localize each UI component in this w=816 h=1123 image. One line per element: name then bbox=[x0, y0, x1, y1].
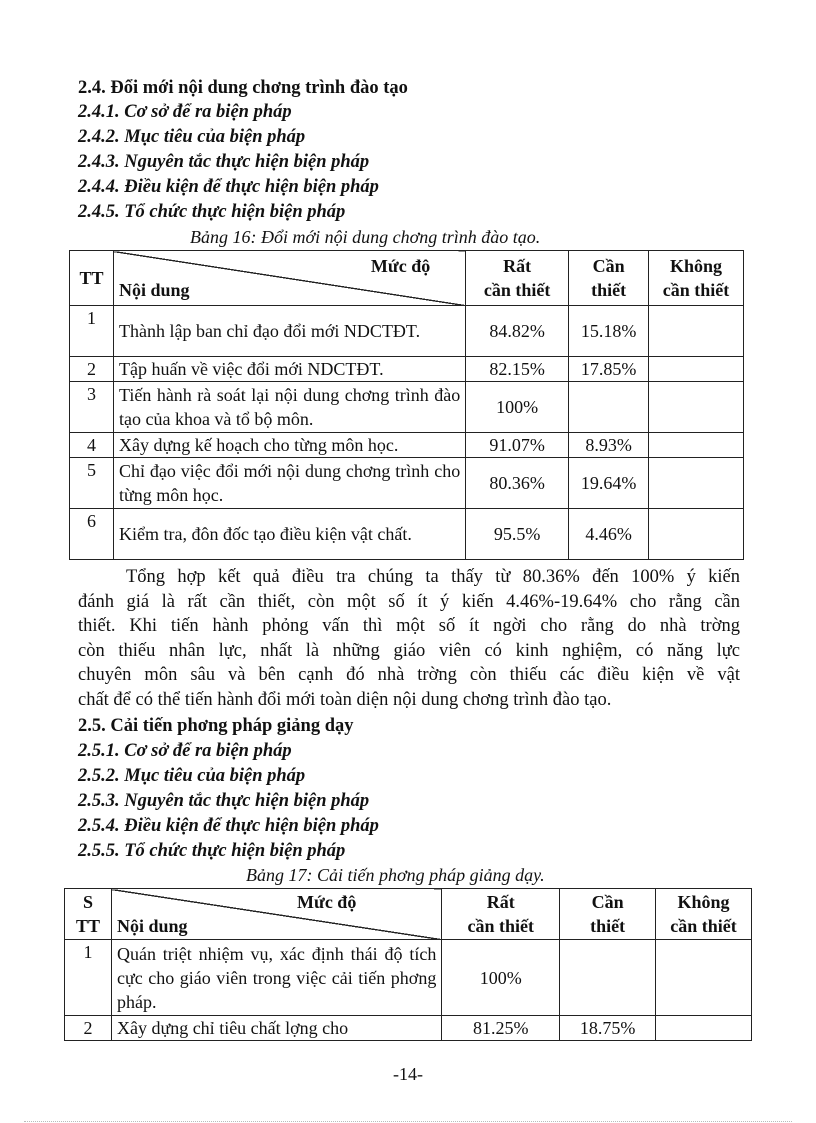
subsection-2-5-1: 2.5.1. Cơ sở để ra biện pháp bbox=[78, 741, 292, 761]
header-line: thiết bbox=[590, 916, 626, 936]
row-content: Chỉ đạo việc đổi mới nội dung chơng trình cho từng môn học. bbox=[113, 458, 465, 509]
header-line: Rất bbox=[486, 892, 515, 912]
header-line: cần thiết bbox=[670, 916, 737, 936]
needed-value: 17.85% bbox=[569, 357, 649, 382]
very-needed-value: 95.5% bbox=[466, 509, 569, 560]
subsection-2-5-3: 2.5.3. Nguyên tắc thực hiện biện pháp bbox=[78, 791, 370, 811]
row-number: 4 bbox=[70, 433, 114, 458]
needed-value: 19.64% bbox=[569, 458, 649, 509]
table16-not-needed-header bbox=[649, 251, 744, 306]
row-number: 2 bbox=[70, 357, 114, 382]
header-line: Cần bbox=[591, 892, 624, 912]
table17-header-row bbox=[65, 889, 752, 940]
subsection-2-4-4: 2.4.4. Điều kiện để thực hiện biện pháp bbox=[78, 177, 379, 197]
section-2-5-title: 2.5. Cải tiến phơng pháp giảng dạy bbox=[78, 716, 354, 736]
header-line: Rất bbox=[503, 256, 532, 276]
very-needed-value: 84.82% bbox=[466, 306, 569, 357]
table-row bbox=[65, 940, 752, 1016]
header-line: cần thiết bbox=[662, 280, 730, 300]
header-line: thiết bbox=[591, 280, 627, 300]
row-content: Kiểm tra, đôn đốc tạo điều kiện vật chất. bbox=[113, 509, 465, 560]
very-needed-value: 80.36% bbox=[466, 458, 569, 509]
table17-content-label: Nội dung bbox=[116, 916, 188, 936]
table16-caption: Bảng 16: Đổi mới nội dung chơng trình đào tạo. bbox=[190, 227, 541, 247]
header-line: Không bbox=[670, 256, 723, 276]
subsection-2-4-5: 2.4.5. Tổ chức thực hiện biện pháp bbox=[78, 202, 346, 222]
very-needed-value: 100% bbox=[466, 382, 569, 433]
header-line: Cần bbox=[592, 256, 625, 276]
row-number: 6 bbox=[70, 509, 114, 560]
table17-needed-header bbox=[560, 889, 656, 940]
subsection-2-5-5: 2.5.5. Tổ chức thực hiện biện pháp bbox=[78, 841, 346, 861]
table17-very-needed-header bbox=[442, 889, 560, 940]
table-row bbox=[70, 357, 744, 382]
table-row bbox=[70, 306, 744, 357]
row-number: 3 bbox=[70, 382, 114, 433]
paragraph-line: chuyên môn sâu và bên cạnh đó nhà trờng còn thiếu các điều kiện về vật bbox=[78, 665, 740, 685]
very-needed-value: 82.15% bbox=[466, 357, 569, 382]
table16-tt-header: TT bbox=[70, 251, 114, 306]
table-row bbox=[65, 1016, 752, 1041]
table-row bbox=[70, 509, 744, 560]
table17-diagonal-header bbox=[111, 889, 441, 940]
header-line: cần thiết bbox=[483, 280, 551, 300]
needed-value: 15.18% bbox=[569, 306, 649, 357]
subsection-2-4-1: 2.4.1. Cơ sở để ra biện pháp bbox=[78, 102, 292, 122]
table16-content-label: Nội dung bbox=[118, 280, 190, 300]
not-needed-value bbox=[649, 458, 744, 509]
needed-value bbox=[560, 940, 656, 1016]
very-needed-value: 91.07% bbox=[466, 433, 569, 458]
table16-very-needed-header bbox=[466, 251, 569, 306]
not-needed-value bbox=[649, 382, 744, 433]
table16-needed-header bbox=[569, 251, 649, 306]
table17-caption: Bảng 17: Cải tiến phơng pháp giảng dạy. bbox=[246, 865, 545, 885]
row-content: Tập huấn về việc đổi mới NDCTĐT. bbox=[113, 357, 465, 382]
table16 bbox=[69, 250, 744, 560]
table17 bbox=[64, 888, 752, 1041]
subsection-2-4-3: 2.4.3. Nguyên tắc thực hiện biện pháp bbox=[78, 152, 370, 172]
needed-value: 8.93% bbox=[569, 433, 649, 458]
subsection-2-5-4: 2.5.4. Điều kiện để thực hiện biện pháp bbox=[78, 816, 379, 836]
needed-value bbox=[569, 382, 649, 433]
row-content: Thành lập ban chỉ đạo đổi mới NDCTĐT. bbox=[113, 306, 465, 357]
row-number: 2 bbox=[65, 1016, 112, 1041]
subsection-2-4-2: 2.4.2. Mục tiêu của biện pháp bbox=[78, 127, 306, 147]
header-line: S bbox=[82, 892, 93, 912]
table-row bbox=[70, 382, 744, 433]
row-content: Tiến hành rà soát lại nội dung chơng trình đào tạo của khoa và tổ bộ môn. bbox=[113, 382, 465, 433]
page-number: -14- bbox=[393, 1064, 423, 1084]
row-number: 1 bbox=[70, 306, 114, 357]
paragraph-line: Tổng hợp kết quả điều tra chúng ta thấy từ 80.36% đến 100% ý kiến bbox=[126, 567, 740, 587]
summary-paragraph bbox=[78, 565, 740, 712]
needed-value: 4.46% bbox=[569, 509, 649, 560]
table17-not-needed-header bbox=[656, 889, 752, 940]
table17-stt-header bbox=[65, 889, 112, 940]
section-2-4-title: 2.4. Đổi mới nội dung chơng trình đào tạo bbox=[78, 78, 408, 98]
table17-level-label: Mức độ bbox=[297, 892, 357, 912]
table16-diagonal-header bbox=[113, 251, 465, 306]
table16-header-row bbox=[70, 251, 744, 306]
table-row bbox=[70, 433, 744, 458]
not-needed-value bbox=[649, 433, 744, 458]
row-number: 5 bbox=[70, 458, 114, 509]
header-line: TT bbox=[75, 916, 100, 936]
row-content: Quán triệt nhiệm vụ, xác định thái độ tích cực cho giáo viên trong việc cải tiến phơng pháp. bbox=[111, 940, 441, 1016]
not-needed-value bbox=[649, 357, 744, 382]
paragraph-line: chất để có thể tiến hành đổi mới toàn diện nội dung chơng trình đào tạo. bbox=[78, 689, 612, 710]
paragraph-line: thiết. Khi tiến hành phỏng vấn thì một số ít ngời cho rằng do nhà trờng bbox=[78, 616, 740, 636]
not-needed-value bbox=[656, 940, 752, 1016]
not-needed-value bbox=[656, 1016, 752, 1041]
row-number: 1 bbox=[65, 940, 112, 1016]
not-needed-value bbox=[649, 509, 744, 560]
row-content: Xây dựng chỉ tiêu chất lợng cho bbox=[111, 1016, 441, 1041]
paragraph-line: còn thiếu nhân lực, nhất là những giáo viên có kinh nghiệm, có năng lực bbox=[78, 640, 740, 661]
header-line: Không bbox=[677, 892, 730, 912]
table-row bbox=[70, 458, 744, 509]
very-needed-value: 81.25% bbox=[442, 1016, 560, 1041]
paragraph-line: đánh giá là rất cần thiết, còn một số ít ý kiến 4.46%-19.64% cho rằng cần bbox=[78, 591, 740, 612]
table16-level-label: Mức độ bbox=[370, 256, 431, 276]
subsection-2-5-2: 2.5.2. Mục tiêu của biện pháp bbox=[78, 766, 306, 786]
header-line: cần thiết bbox=[467, 916, 534, 936]
row-content: Xây dựng kế hoạch cho từng môn học. bbox=[113, 433, 465, 458]
needed-value: 18.75% bbox=[560, 1016, 656, 1041]
page-bottom-divider bbox=[24, 1121, 792, 1122]
very-needed-value: 100% bbox=[442, 940, 560, 1016]
not-needed-value bbox=[649, 306, 744, 357]
